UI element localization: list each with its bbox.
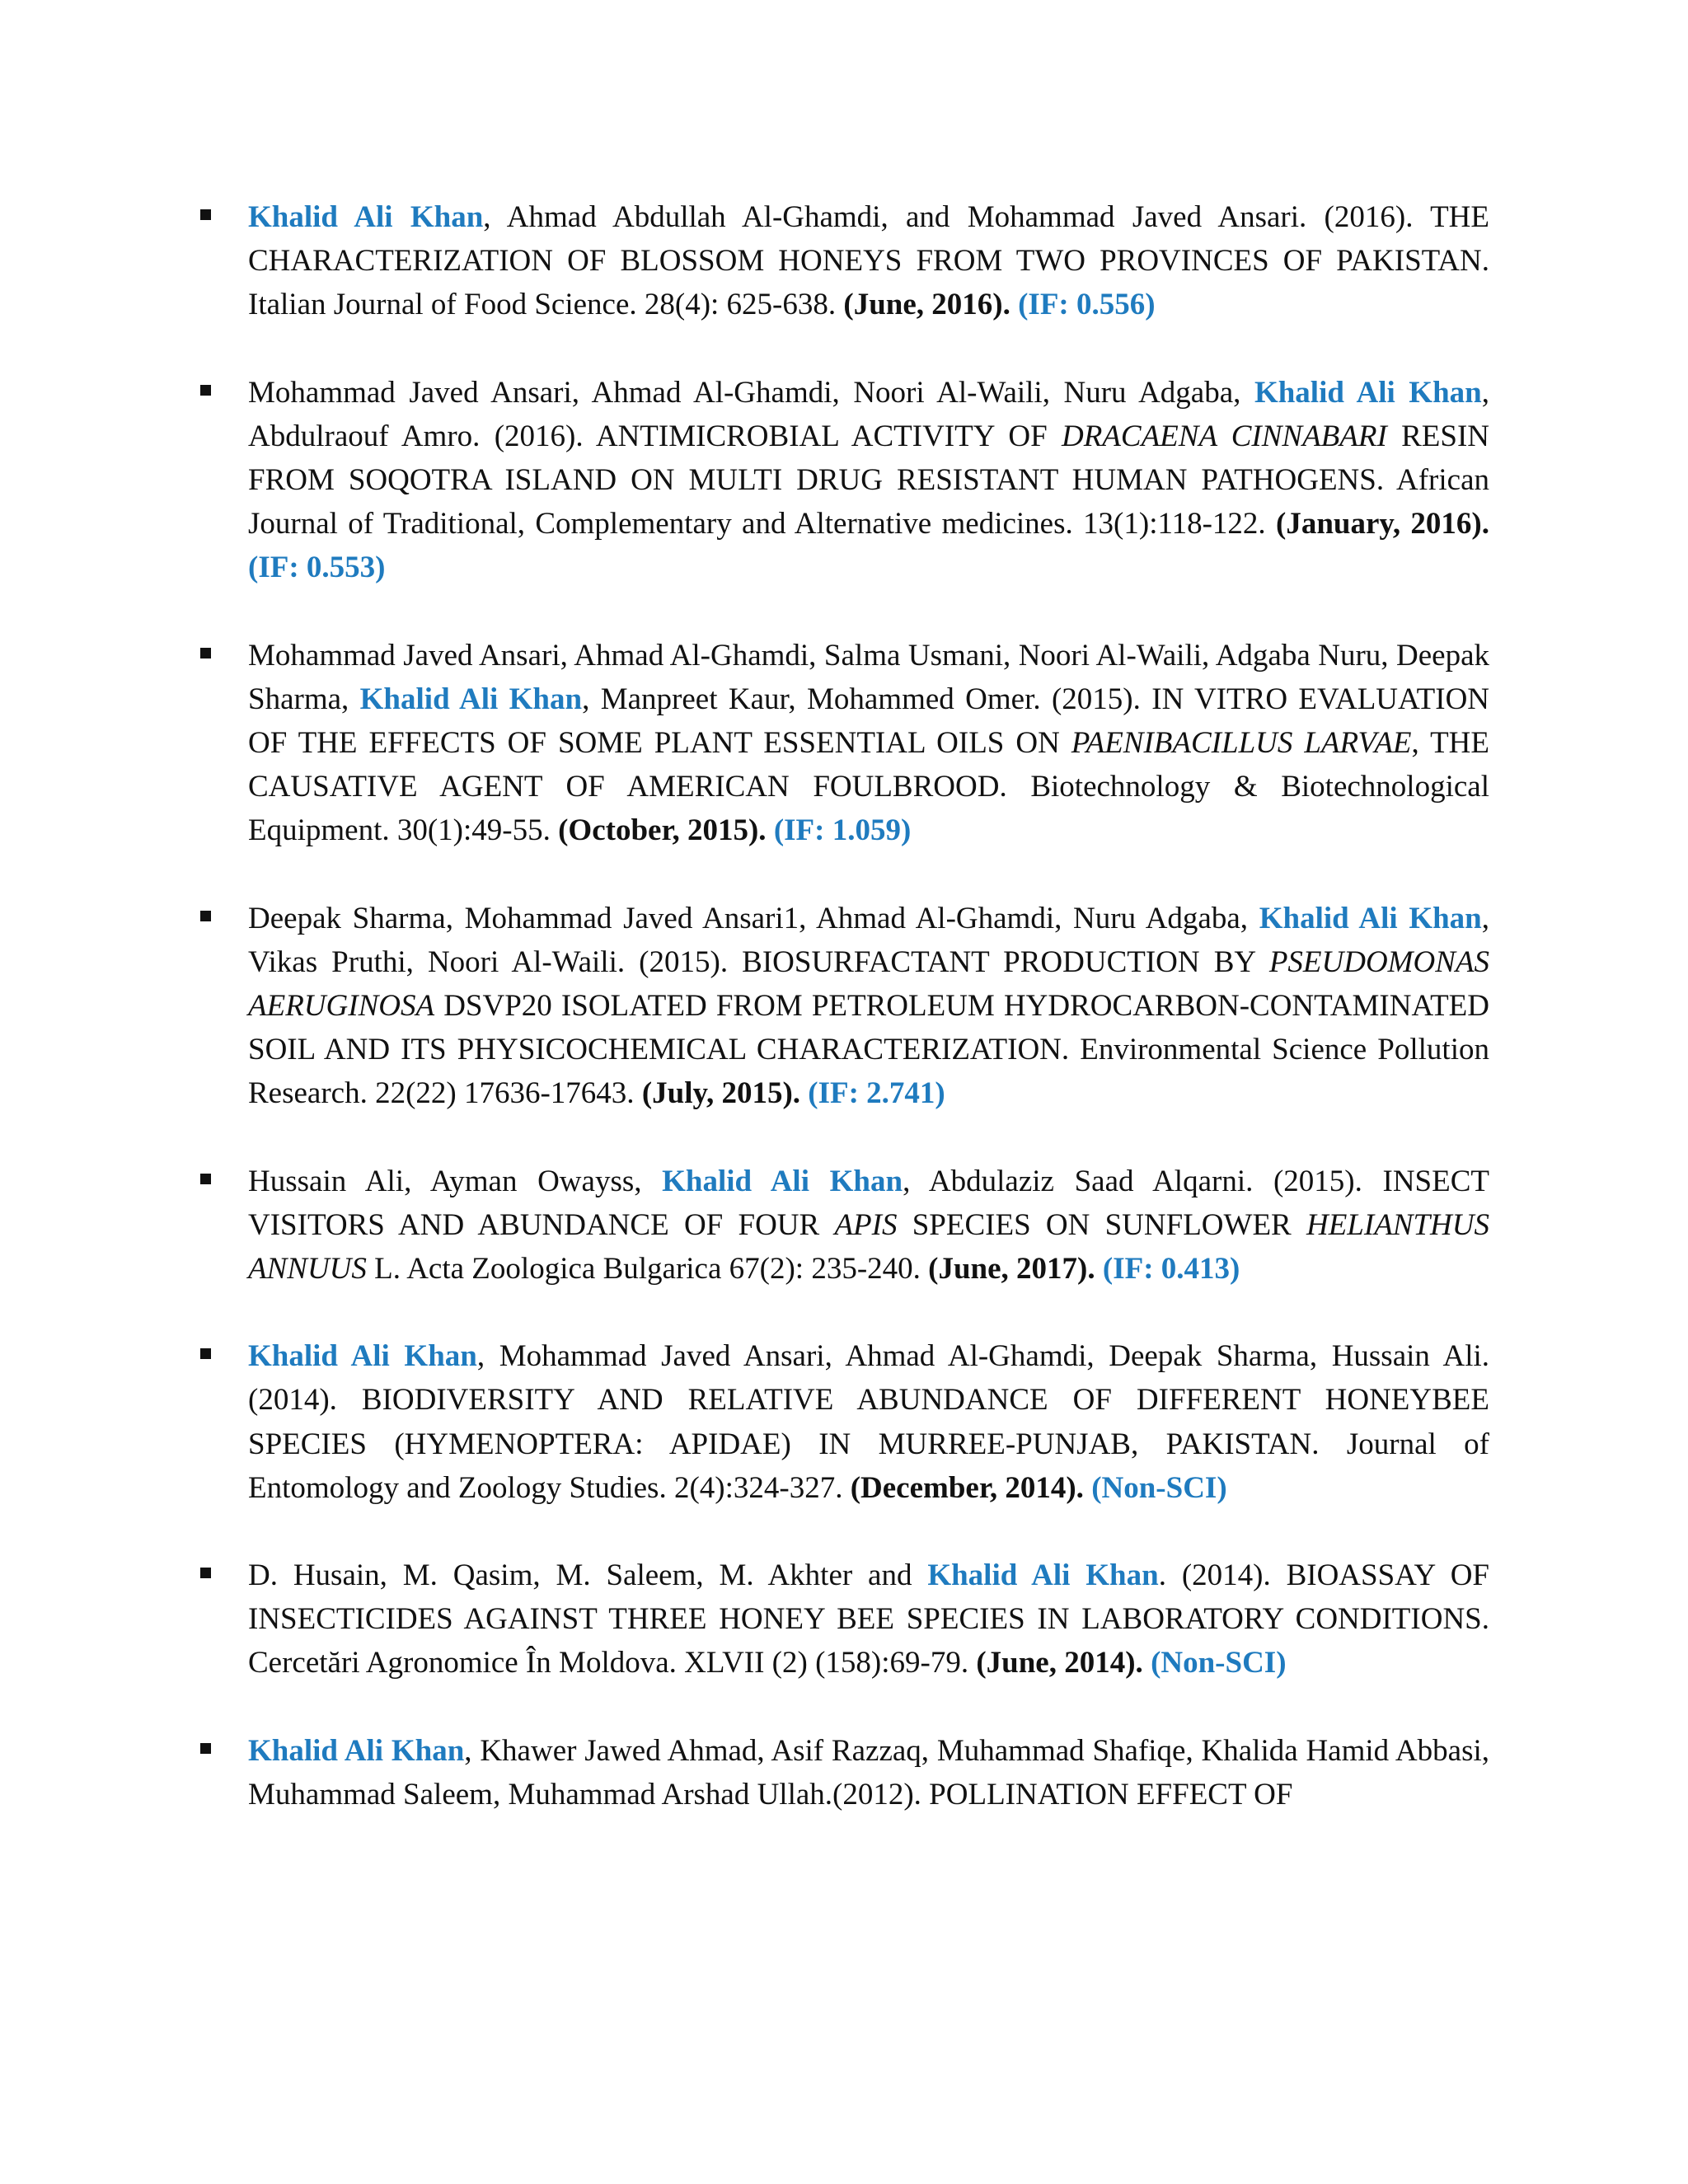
citation-text xyxy=(800,1076,808,1110)
impact-factor: (Non-SCI) xyxy=(1151,1646,1287,1680)
citation-text: , Ahmad Abdullah Al-Ghamdi, and Mohammad Javed Ansari. (2016). THE CHARACTERIZATION OF BLOSSOM HONEYS FROM TWO PROVINCES OF PAKISTAN. Italian Journal of Food Science. 28(4): 625-638. xyxy=(248,200,1489,322)
square-bullet-icon xyxy=(200,385,211,396)
species-name: APIS xyxy=(834,1207,898,1242)
impact-factor: (IF: 0.553) xyxy=(248,551,386,585)
highlighted-author: Khalid Ali Khan xyxy=(248,200,484,234)
highlighted-author: Khalid Ali Khan xyxy=(1259,901,1482,935)
publication-date: (June, 2016). xyxy=(843,288,1010,322)
highlighted-author: Khalid Ali Khan xyxy=(359,682,583,716)
citation-text xyxy=(1095,1252,1103,1286)
citation-text xyxy=(1084,1471,1091,1505)
square-bullet-icon xyxy=(200,1348,211,1359)
publication-entry xyxy=(0,634,1489,853)
publication-date: (January, 2016). xyxy=(1276,507,1489,541)
publication-entry xyxy=(0,1729,1489,1816)
citation-text xyxy=(767,813,774,847)
citation-text: , Mohammad Javed Ansari, Ahmad Al-Ghamdi, Deepak Sharma, Hussain Ali. (2014). BIODIVERSITY AND RELATIVE ABUNDANCE OF DIFFERENT HONEYBEE SPECIES (HYMENOPTERA: APIDAE) IN MURREE-PUNJAB, PAKISTAN. Journal of Entomology and Zoology Studies. 2(4):324-327. xyxy=(248,1339,1489,1505)
citation-text: , Manpreet Kaur, Mohammed Omer. (2015). IN VITRO EVALUATION OF THE EFFECTS OF SOME PLANT ESSENTIAL OILS ON xyxy=(248,682,1490,761)
citation-text: , Abdulaziz Saad Alqarni. (2015). INSECT VISITORS AND ABUNDANCE OF FOUR xyxy=(248,1164,1490,1242)
citation-text: D. Husain, M. Qasim, M. Saleem, M. Akhter and xyxy=(248,1558,928,1593)
impact-factor: (Non-SCI) xyxy=(1091,1470,1227,1505)
publication-entry xyxy=(0,371,1489,590)
impact-factor: (IF: 2.741) xyxy=(808,1076,945,1111)
species-name: PAENIBACILLUS LARVAE xyxy=(1071,726,1412,761)
publication-date: (October, 2015). xyxy=(558,813,767,848)
publication-date: (June, 2014). xyxy=(976,1646,1143,1680)
publication-entry xyxy=(0,195,1489,327)
citation-text: RESIN FROM SOQOTRA ISLAND ON MULTI DRUG RESISTANT HUMAN PATHOGENS. African Journal of Traditional, Complementary and Alternative medicines. 13(1):118-122. xyxy=(248,419,1490,541)
highlighted-author: Khalid Ali Khan xyxy=(1254,375,1482,410)
publication-date: (June, 2017). xyxy=(928,1252,1095,1286)
citation-text: . (2014). BIOASSAY OF INSECTICIDES AGAINST THREE HONEY BEE SPECIES IN LABORATORY CONDITIONS. Cercetări Agronomice În Moldova. XLVII (2) (158):69-79. xyxy=(248,1558,1489,1680)
publication-entry xyxy=(0,1554,1489,1685)
highlighted-author: Khalid Ali Khan xyxy=(248,1339,477,1374)
publication-entry xyxy=(0,897,1489,1116)
square-bullet-icon xyxy=(200,1568,211,1578)
citation-text: L. Acta Zoologica Bulgarica 67(2): 235-240. xyxy=(366,1252,929,1286)
impact-factor: (IF: 1.059) xyxy=(773,813,912,848)
square-bullet-icon xyxy=(200,648,211,658)
citation-text: , Abdulraouf Amro. (2016). ANTIMICROBIAL ACTIVITY OF xyxy=(248,375,1489,453)
citation-text: DSVP20 ISOLATED FROM PETROLEUM HYDROCARBON-CONTAMINATED SOIL AND ITS PHYSICOCHEMICAL CHARACTERIZATION. Environmental Science Pollution Research. 22(22) 17636-17643. xyxy=(248,989,1489,1111)
highlighted-author: Khalid Ali Khan xyxy=(248,1733,465,1768)
citation-text: Deepak Sharma, Mohammad Javed Ansari1, Ahmad Al-Ghamdi, Nuru Adgaba, xyxy=(248,901,1259,935)
publication-date: (July, 2015). xyxy=(641,1076,801,1111)
citation-text: , Vikas Pruthi, Noori Al-Waili. (2015). BIOSURFACTANT PRODUCTION BY xyxy=(248,901,1489,979)
impact-factor: (IF: 0.556) xyxy=(1018,288,1156,322)
citation-text: , Khawer Jawed Ahmad, Asif Razzaq, Muhammad Shafiqe, Khalida Hamid Abbasi, Muhammad Saleem, Muhammad Arshad Ullah.(2012). POLLINATION EFFECT OF xyxy=(248,1733,1489,1811)
highlighted-author: Khalid Ali Khan xyxy=(662,1164,903,1198)
square-bullet-icon xyxy=(200,1743,211,1754)
publication-entry xyxy=(0,1160,1489,1291)
species-name: PSEUDOMONAS AERUGINOSA xyxy=(248,944,1489,1024)
publication-date: (December, 2014). xyxy=(850,1470,1084,1505)
impact-factor: (IF: 0.413) xyxy=(1102,1252,1240,1286)
citation-text xyxy=(1010,288,1018,321)
species-name: DRACAENA CINNABARI xyxy=(1061,419,1387,453)
citation-text: Mohammad Javed Ansari, Ahmad Al-Ghamdi, Salma Usmani, Noori Al-Waili, Adgaba Nuru, Deepak Sharma, xyxy=(248,638,1489,716)
square-bullet-icon xyxy=(200,1174,211,1184)
square-bullet-icon xyxy=(200,209,211,220)
citation-text xyxy=(1143,1646,1151,1680)
publication-list xyxy=(0,195,1688,1860)
citation-text: , THE CAUSATIVE AGENT OF AMERICAN FOULBROOD. Biotechnology & Biotechnological Equipment. 30(1):49-55. xyxy=(248,726,1489,848)
citation-text: Mohammad Javed Ansari, Ahmad Al-Ghamdi, Noori Al-Waili, Nuru Adgaba, xyxy=(248,375,1254,410)
publication-entry xyxy=(0,1334,1489,1510)
citation-text: SPECIES ON SUNFLOWER xyxy=(897,1207,1306,1242)
species-name: HELIANTHUS ANNUUS xyxy=(248,1207,1490,1286)
highlighted-author: Khalid Ali Khan xyxy=(927,1558,1159,1593)
citation-text: Hussain Ali, Ayman Owayss, xyxy=(248,1164,663,1198)
square-bullet-icon xyxy=(200,911,211,921)
